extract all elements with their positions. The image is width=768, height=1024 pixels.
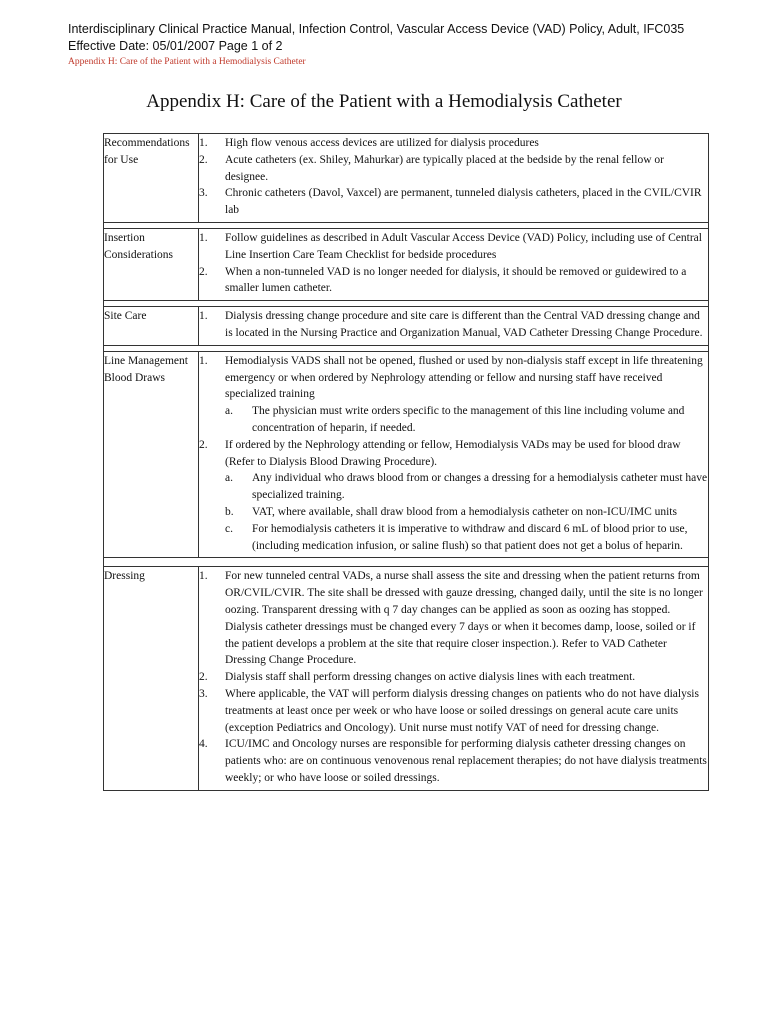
list-item bbox=[199, 568, 708, 669]
list-item bbox=[199, 308, 708, 342]
item-number: 2. bbox=[199, 671, 208, 684]
appendix-subheader: Appendix H: Care of the Patient with a Hemodialysis Catheter bbox=[68, 57, 306, 67]
item-main-text: Dialysis staff shall perform dressing changes on active dialysis lines with each treatment. bbox=[225, 671, 636, 684]
item-number: 2. bbox=[199, 438, 208, 451]
item-text bbox=[225, 568, 708, 669]
item-text bbox=[225, 230, 708, 264]
table-row bbox=[104, 134, 709, 223]
row-label: Dressing bbox=[104, 567, 199, 790]
item-number: 1. bbox=[199, 231, 208, 244]
item-number: 4. bbox=[199, 738, 208, 751]
item-main-text: Acute catheters (ex. Shiley, Mahurkar) are typically placed at the bedside by the renal fellow or designee. bbox=[225, 153, 664, 183]
list-item bbox=[199, 230, 708, 264]
sub-item-letter: a. bbox=[225, 405, 233, 418]
sub-item-letter: b. bbox=[225, 505, 234, 518]
sub-item-text: The physician must write orders specific to the management of this line including volume and concentration of heparin, if needed. bbox=[252, 405, 685, 434]
item-main-text: Hemodialysis VADS shall not be opened, flushed or used by non-dialysis staff except in life threatening emergency or when ordered by Nephrology attending or fellow and nursing staff have received specialized training bbox=[225, 354, 703, 401]
table-row bbox=[104, 228, 709, 300]
table-row bbox=[104, 351, 709, 558]
item-main-text: Chronic catheters (Davol, Vaxcel) are permanent, tunneled dialysis catheters, placed in the CVIL/CVIR lab bbox=[225, 187, 702, 217]
item-text bbox=[225, 152, 708, 186]
item-text bbox=[225, 308, 708, 342]
sub-item bbox=[225, 504, 708, 521]
item-text bbox=[225, 353, 708, 437]
sub-item-letter: c. bbox=[225, 522, 233, 535]
policy-table bbox=[103, 133, 709, 791]
item-main-text: High flow venous access devices are utilized for dialysis procedures bbox=[225, 137, 539, 149]
item-number: 1. bbox=[199, 137, 208, 149]
row-label: Site Care bbox=[104, 307, 199, 346]
effective-date-line: Effective Date: 05/01/2007 Page 1 of 2 bbox=[68, 39, 283, 53]
list-item bbox=[199, 264, 708, 298]
list-item bbox=[199, 669, 708, 686]
sub-item bbox=[225, 403, 708, 437]
list-item bbox=[199, 736, 708, 786]
row-content bbox=[199, 567, 709, 790]
page-title: Appendix H: Care of the Patient with a Hemodialysis Catheter bbox=[146, 91, 622, 112]
item-text bbox=[225, 135, 708, 152]
item-text bbox=[225, 185, 708, 219]
list-item bbox=[199, 135, 708, 152]
item-main-text: ICU/IMC and Oncology nurses are responsible for performing dialysis catheter dressing changes on patients who: are on continuous venovenous renal replacement therapies; do not have dialysis treatments weekly; or who have loose or soiled dressings. bbox=[225, 738, 707, 784]
list-item bbox=[199, 185, 708, 219]
item-text bbox=[225, 437, 708, 555]
item-main-text: Where applicable, the VAT will perform dialysis dressing changes on patients who do not have dialysis treatments at least once per week or who have loose or soiled dressings on general acute care units (exception Pediatrics and Oncology). Unit nurse must notify VAT of need for dressing change. bbox=[225, 687, 699, 734]
list-item bbox=[199, 152, 708, 186]
sub-item-text: For hemodialysis catheters it is imperative to withdraw and discard 6 mL of blood prior to use, (including medication infusion, or saline flush) so that patient does not get a bolus of heparin. bbox=[252, 522, 688, 552]
row-content bbox=[199, 307, 709, 346]
row-label: Recommendations for Use bbox=[104, 134, 199, 223]
table-row bbox=[104, 567, 709, 790]
item-main-text: Follow guidelines as described in Adult Vascular Access Device (VAD) Policy, including use of Central Line Insertion Care Team Checklist for bedside procedures bbox=[225, 231, 702, 261]
item-number: 1. bbox=[199, 354, 208, 367]
row-label: Insertion Considerations bbox=[104, 228, 199, 300]
item-text bbox=[225, 264, 708, 298]
sub-item-letter: a. bbox=[225, 472, 233, 485]
sub-item-text: VAT, where available, shall draw blood from a hemodialysis catheter on non-ICU/IMC units bbox=[252, 505, 677, 518]
item-number: 1. bbox=[199, 310, 208, 323]
list-item bbox=[199, 353, 708, 437]
row-content bbox=[199, 134, 709, 223]
sub-item-text: Any individual who draws blood from or changes a dressing for a hemodialysis catheter must have specialized training. bbox=[252, 472, 708, 502]
item-number: 3. bbox=[199, 687, 208, 700]
table-row bbox=[104, 307, 709, 346]
item-main-text: If ordered by the Nephrology attending or fellow, Hemodialysis VADs may be used for blood draw (Refer to Dialysis Blood Drawing Procedure). bbox=[225, 438, 681, 468]
item-main-text: Dialysis dressing change procedure and site care is different than the Central VAD dressing change and is located in the Nursing Practice and Organization Manual, VAD Catheter Dressing Change Procedure. bbox=[225, 310, 703, 339]
item-number: 1. bbox=[199, 570, 208, 583]
item-text bbox=[225, 669, 708, 686]
item-number: 3. bbox=[199, 187, 208, 200]
item-main-text: When a non-tunneled VAD is no longer needed for dialysis, it should be removed or guidewired to a smaller lumen catheter. bbox=[225, 265, 687, 295]
item-number: 2. bbox=[199, 265, 208, 278]
item-text bbox=[225, 686, 708, 736]
row-content bbox=[199, 228, 709, 300]
sub-item bbox=[225, 470, 708, 504]
list-item bbox=[199, 437, 708, 555]
item-main-text: For new tunneled central VADs, a nurse shall assess the site and dressing when the patient returns from OR/CVIL/CVIR. The site shall be dressed with gauze dressing, changed daily, until the site is no longer oozing. Transparent dressing with q 7 day changes can be applied as soon as oozing has stopped. Dialysis catheter dressings must be changed every 7 days or when it becomes damp, loose, soiled or if the patient develops a problem at the site that require closer inspection.). Refer to VAD Catheter Dressing Change Procedure. bbox=[225, 570, 703, 667]
item-number: 2. bbox=[199, 153, 208, 166]
row-label: Line Management Blood Draws bbox=[104, 351, 199, 558]
row-content bbox=[199, 351, 709, 558]
document-header-line: Interdisciplinary Clinical Practice Manual, Infection Control, Vascular Access Device (VAD) Policy, Adult, IFC035 bbox=[68, 22, 685, 36]
list-item bbox=[199, 686, 708, 736]
sub-item bbox=[225, 521, 708, 555]
item-text bbox=[225, 736, 708, 786]
row-gap bbox=[104, 558, 709, 567]
